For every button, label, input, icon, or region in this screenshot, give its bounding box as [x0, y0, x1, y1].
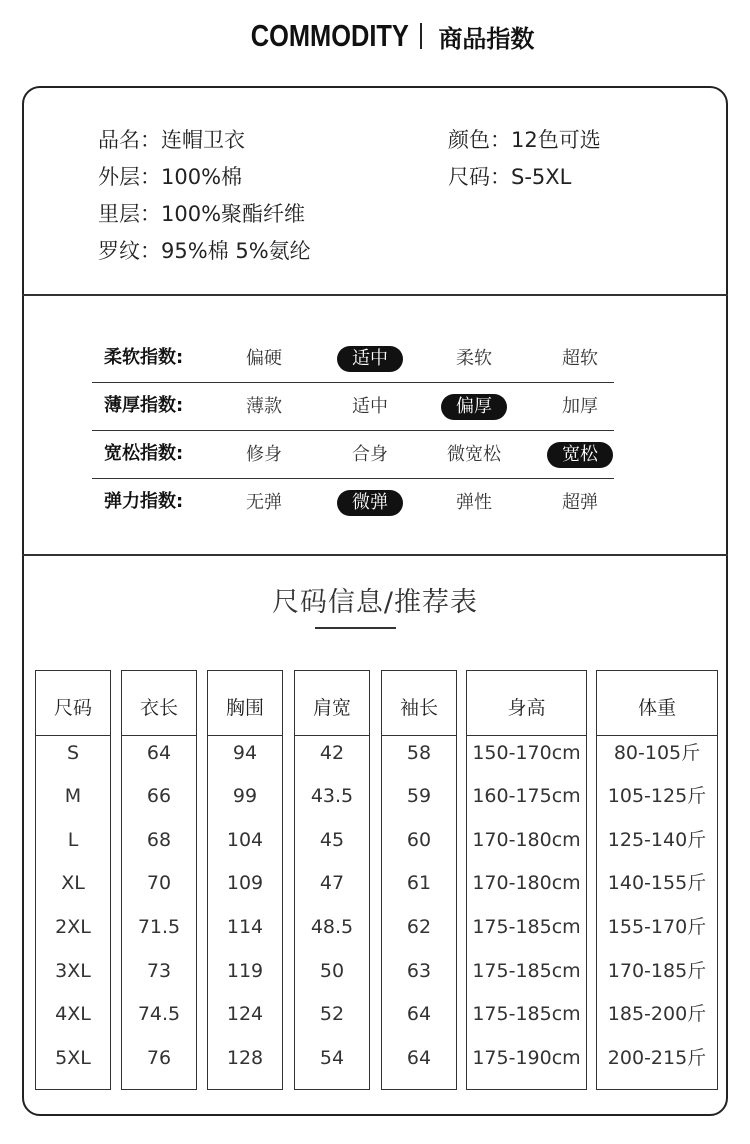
size-table-cell: 64 — [406, 1003, 432, 1025]
index-option: 加厚 — [562, 396, 598, 417]
size-table-cell: 4XL — [55, 1003, 91, 1025]
size-table-cell: 2XL — [55, 916, 91, 938]
index-label: 弹力指数: — [104, 491, 184, 512]
info-colon: ： — [140, 202, 161, 226]
index-option: 弹性 — [456, 492, 492, 513]
index-label: 柔软指数: — [104, 347, 184, 368]
size-table-cell: 175-185cm — [472, 916, 581, 938]
size-table-cell: 48.5 — [310, 916, 354, 938]
index-option: 柔软 — [456, 348, 492, 369]
size-table-cell: 42 — [319, 742, 345, 764]
size-table-header: 肩宽 — [295, 671, 369, 736]
info-value: 100%棉 — [161, 165, 243, 189]
size-table-column — [207, 670, 283, 1090]
size-table-cell: 104 — [226, 829, 264, 851]
info-right-row — [448, 122, 601, 159]
size-table-cell: 150-170cm — [472, 742, 581, 764]
size-table-cell: 170-180cm — [472, 872, 581, 894]
info-left-row — [98, 159, 311, 196]
size-table-column — [121, 670, 197, 1090]
size-table-cell: 52 — [319, 1003, 345, 1025]
info-colon: ： — [140, 165, 161, 189]
header-title-en: COMMODITY — [250, 18, 409, 53]
size-table-cell: 170-185斤 — [607, 960, 707, 982]
info-left-row — [98, 122, 311, 159]
size-table-cell: 64 — [146, 742, 172, 764]
size-table-cell: 5XL — [55, 1047, 91, 1069]
index-option-selected: 适中 — [337, 346, 403, 372]
info-label: 外层 — [98, 165, 140, 189]
size-table-cell: 200-215斤 — [607, 1047, 707, 1069]
header-separator — [420, 23, 422, 49]
size-table-cell: M — [64, 785, 82, 807]
info-value: 100%聚酯纤维 — [161, 202, 306, 226]
index-option: 超弹 — [562, 492, 598, 513]
size-table-cell: 140-155斤 — [607, 872, 707, 894]
size-table-cell: 43.5 — [310, 785, 354, 807]
product-info-left — [98, 122, 311, 270]
size-table-cell: 119 — [226, 960, 264, 982]
info-value: 95%棉 5%氨纶 — [161, 239, 311, 263]
index-row — [92, 478, 614, 526]
size-table-cell: 105-125斤 — [607, 785, 707, 807]
size-table-cell: S — [66, 742, 80, 764]
size-table-cell: 128 — [226, 1047, 264, 1069]
size-table-column — [466, 670, 587, 1090]
index-row — [92, 334, 614, 383]
size-table-cell: 170-180cm — [472, 829, 581, 851]
header-title-cn: 商品指数 — [438, 24, 535, 53]
size-table-header: 尺码 — [36, 671, 110, 736]
size-table-cell: XL — [61, 872, 85, 894]
index-option: 偏硬 — [246, 348, 282, 369]
info-value: S-5XL — [511, 165, 572, 189]
info-label: 尺码 — [448, 165, 490, 189]
size-table-cell: 185-200斤 — [607, 1003, 707, 1025]
size-table-cell: 66 — [146, 785, 172, 807]
size-table-column — [381, 670, 457, 1090]
index-row — [92, 430, 614, 479]
section-divider-2 — [22, 554, 728, 556]
info-label: 里层 — [98, 202, 140, 226]
info-colon: ： — [140, 239, 161, 263]
size-table-header: 袖长 — [382, 671, 456, 736]
index-option: 适中 — [352, 396, 388, 417]
section-divider-1 — [22, 294, 728, 296]
size-table-column — [35, 670, 111, 1090]
index-option: 超软 — [562, 348, 598, 369]
size-table-cell: 58 — [406, 742, 432, 764]
info-label: 罗纹 — [98, 239, 140, 263]
size-table-cell: 60 — [406, 829, 432, 851]
size-table-column — [596, 670, 718, 1090]
index-label: 宽松指数: — [104, 443, 184, 464]
size-table-cell: 45 — [319, 829, 345, 851]
size-table-cell: 76 — [146, 1047, 172, 1069]
size-table-cell: 175-185cm — [472, 1003, 581, 1025]
info-label: 品名 — [98, 128, 140, 152]
size-table-cell: 99 — [232, 785, 258, 807]
info-colon: ： — [140, 128, 161, 152]
info-colon: ： — [490, 165, 511, 189]
size-table-cell: L — [67, 829, 79, 851]
info-label: 颜色 — [448, 128, 490, 152]
size-table-cell: 63 — [406, 960, 432, 982]
size-table-title: 尺码信息/推荐表 — [271, 587, 479, 618]
info-left-row — [98, 233, 311, 270]
info-value: 12色可选 — [511, 128, 601, 152]
size-table-cell: 175-185cm — [472, 960, 581, 982]
size-table-cell: 125-140斤 — [607, 829, 707, 851]
index-option: 修身 — [246, 444, 282, 465]
size-table-cell: 73 — [146, 960, 172, 982]
product-info-right — [448, 122, 601, 196]
index-row — [92, 382, 614, 431]
size-table-header: 体重 — [597, 671, 717, 736]
index-option: 薄款 — [246, 396, 282, 417]
index-label: 薄厚指数: — [104, 395, 184, 416]
size-table-cell: 80-105斤 — [613, 742, 701, 764]
size-table-cell: 61 — [406, 872, 432, 894]
size-table-header: 身高 — [467, 671, 586, 736]
size-table-cell: 155-170斤 — [607, 916, 707, 938]
index-option-selected: 宽松 — [547, 442, 613, 468]
index-option: 无弹 — [246, 492, 282, 513]
index-option: 微宽松 — [447, 444, 501, 465]
size-table-cell: 175-190cm — [472, 1047, 581, 1069]
size-table-cell: 64 — [406, 1047, 432, 1069]
index-option: 合身 — [352, 444, 388, 465]
index-option-selected: 微弹 — [337, 490, 403, 516]
size-table-cell: 54 — [319, 1047, 345, 1069]
info-right-row — [448, 159, 601, 196]
size-table-column — [294, 670, 370, 1090]
size-table-cell: 74.5 — [137, 1003, 181, 1025]
size-table-cell: 62 — [406, 916, 432, 938]
size-table-cell: 114 — [226, 916, 264, 938]
size-table-header: 胸围 — [208, 671, 282, 736]
info-value: 连帽卫衣 — [161, 128, 245, 152]
size-table-header: 衣长 — [122, 671, 196, 736]
size-table-cell: 160-175cm — [472, 785, 581, 807]
size-table-cell: 94 — [232, 742, 258, 764]
size-table-cell: 3XL — [55, 960, 91, 982]
size-table-cell: 47 — [319, 872, 345, 894]
info-colon: ： — [490, 128, 511, 152]
size-table-cell: 59 — [406, 785, 432, 807]
size-table-cell: 68 — [146, 829, 172, 851]
size-table-title-underline — [315, 627, 396, 629]
info-left-row — [98, 196, 311, 233]
size-table-cell: 71.5 — [137, 916, 181, 938]
size-table-cell: 50 — [319, 960, 345, 982]
size-table-cell: 70 — [146, 872, 172, 894]
page-header — [0, 14, 750, 58]
size-table-cell: 109 — [226, 872, 264, 894]
size-table-cell: 124 — [226, 1003, 264, 1025]
index-option-selected: 偏厚 — [441, 394, 507, 420]
